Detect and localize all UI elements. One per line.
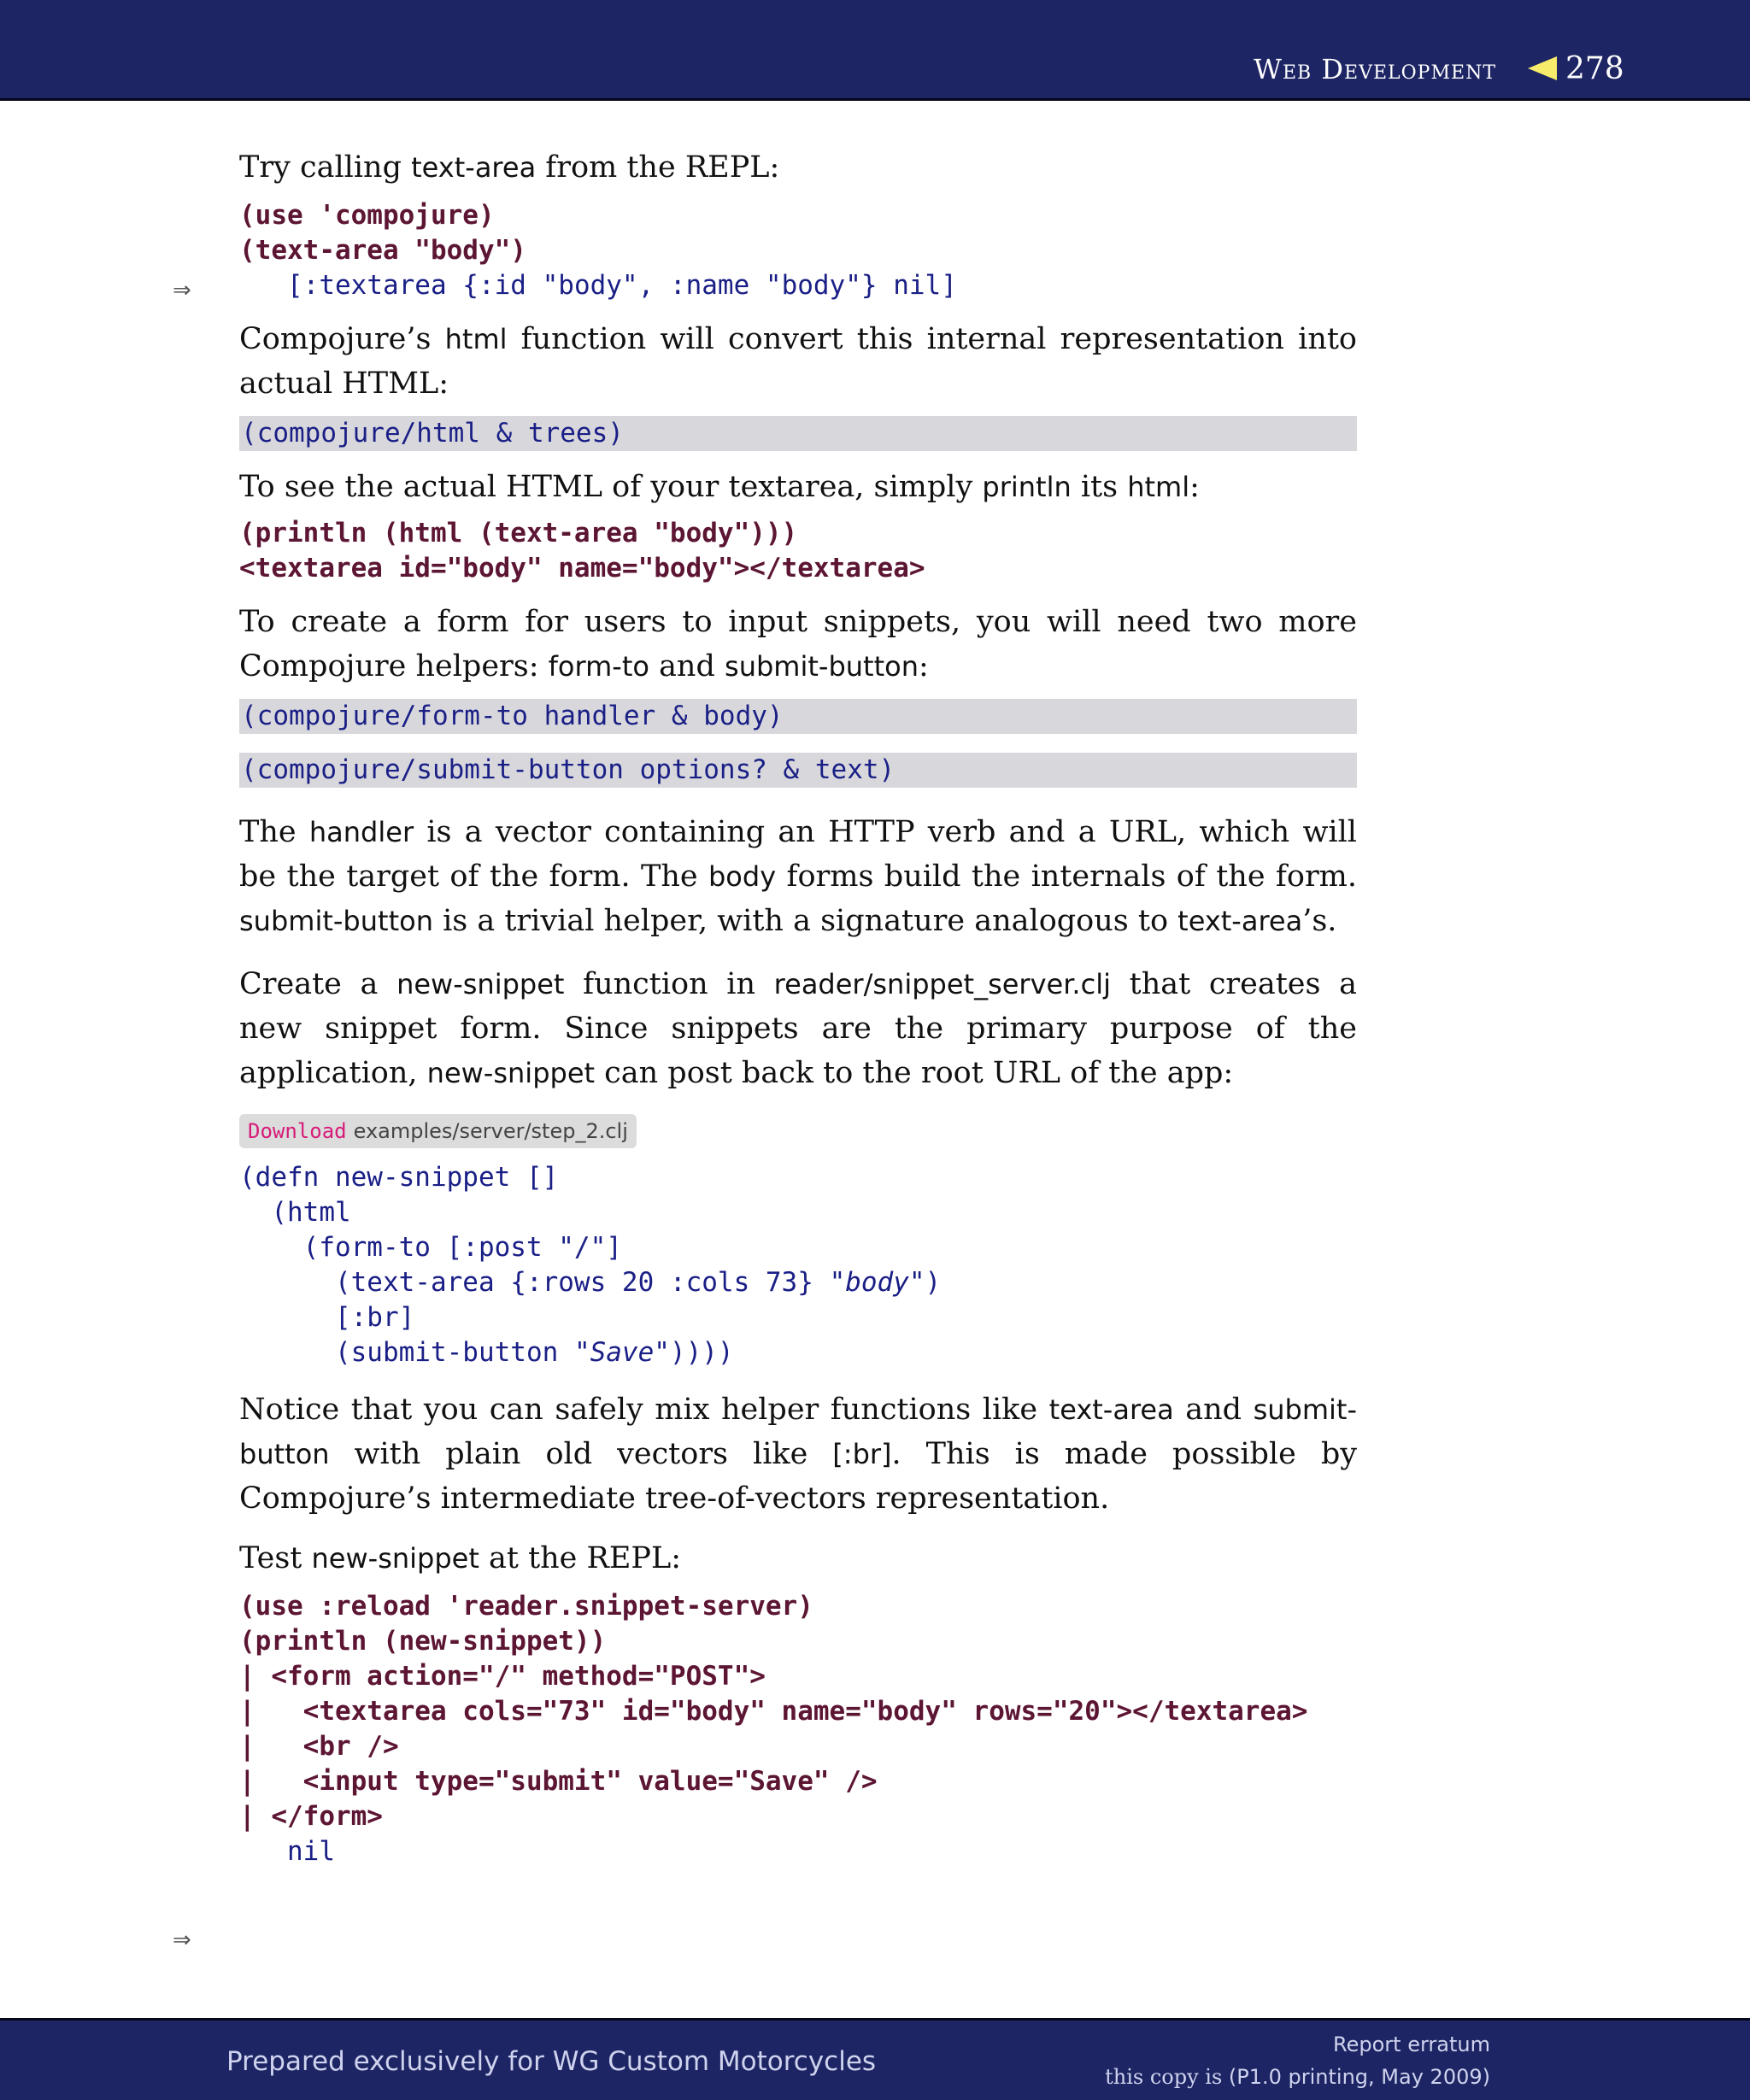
paragraph: To see the actual HTML of your textarea, simply println its html: bbox=[239, 470, 1200, 504]
chapter-title: Web Development bbox=[1254, 53, 1496, 85]
page-footer bbox=[0, 2018, 1750, 2100]
download-path[interactable]: examples/server/step_2.clj bbox=[353, 1119, 628, 1143]
function-signature: (compojure/form-to handler & body) bbox=[239, 699, 1357, 734]
result-arrow-icon: ⇒ bbox=[173, 278, 191, 303]
paragraph: The handler is a vector containing an HTTP verb and a URL, which will be the target of the form. The body forms build the internals of the form. submit-button is a trivial helper, with a signature analogous to text-area’s. bbox=[239, 815, 1357, 938]
report-erratum-link[interactable]: Report erratum bbox=[1333, 2033, 1490, 2056]
repl-output: [:textarea {:id "body", :name "body"} nil] bbox=[287, 270, 957, 301]
repl-session: (use :reload 'reader.snippet-server) (println (new-snippet)) | <form action="/" method="POST"> | <textarea cols="73" id="body" name="body" rows="20"></textarea> | <br /> | <input type="submit" value="Save" /> | </form> bbox=[239, 1591, 1308, 1832]
repl-input: (use 'compojure) (text-area "body") bbox=[239, 200, 526, 266]
paragraph: Notice that you can safely mix helper functions like text-area and submit-button with plain old vectors like [:br]. This is made possible by Compojure’s intermediate tree-of-vectors representation. bbox=[239, 1393, 1357, 1516]
footer-notice: Prepared exclusively for WG Custom Motorcycles bbox=[226, 2046, 877, 2077]
page-number: 278 bbox=[1565, 51, 1624, 86]
page-header bbox=[0, 0, 1750, 101]
paragraph: Create a new-snippet function in reader/snippet_server.clj that creates a new snippet form. Since snippets are the primary purpose of the application, new-snippet can post back to the root URL of the app: bbox=[239, 967, 1357, 1090]
printing-info: this copy is (P1.0 printing, May 2009) bbox=[1105, 2065, 1490, 2089]
download-label[interactable]: Download bbox=[248, 1119, 347, 1143]
page-body bbox=[239, 145, 1357, 1869]
page-arrow-icon bbox=[1528, 56, 1557, 80]
function-signature: (compojure/html & trees) bbox=[239, 416, 1357, 451]
function-signature: (compojure/submit-button options? & text) bbox=[239, 753, 1357, 788]
paragraph: Compojure’s html function will convert this internal representation into actual HTML: bbox=[239, 322, 1357, 401]
repl-session: (println (html (text-area "body"))) <textarea id="body" name="body"></textarea> bbox=[239, 518, 925, 584]
repl-output: nil bbox=[287, 1836, 335, 1867]
paragraph: Test new-snippet at the REPL: bbox=[239, 1541, 682, 1575]
paragraph: Try calling text-area from the REPL: bbox=[239, 150, 780, 185]
code-listing: (defn new-snippet [] (html (form-to [:post "/"] (text-area {:rows 20 :cols 73} "body") [:br] (submit-button "Save")))) bbox=[239, 1162, 942, 1368]
result-arrow-icon: ⇒ bbox=[173, 1927, 191, 1953]
download-link[interactable] bbox=[239, 1114, 1357, 1148]
paragraph: To create a form for users to input snippets, you will need two more Compojure helpers: form-to and submit-button: bbox=[239, 605, 1357, 683]
